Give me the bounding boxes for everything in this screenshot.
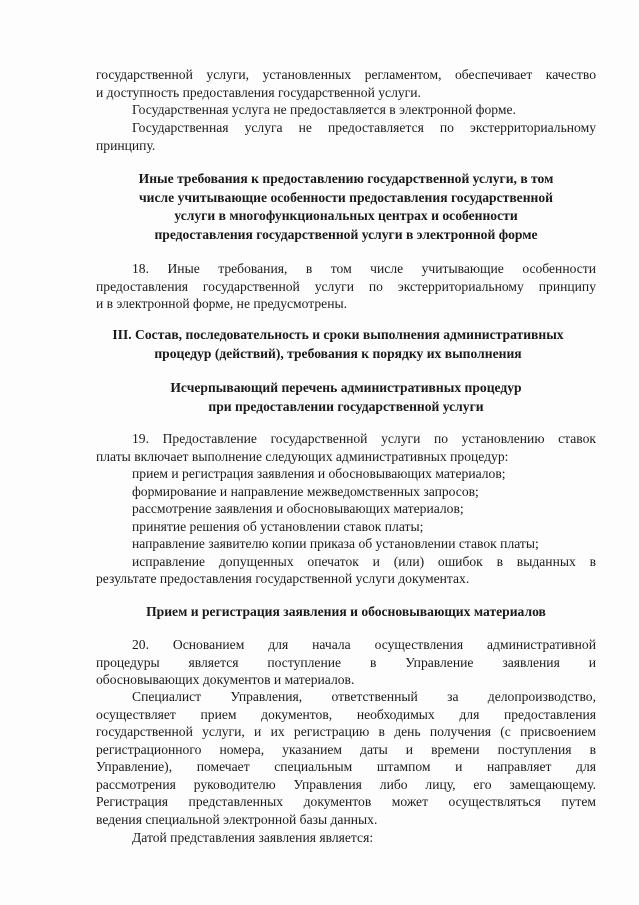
paragraph-18 xyxy=(96,260,596,313)
text-line: осуществляет прием документов, необходимых для предоставления xyxy=(96,706,596,722)
text-line: 18. Иные требования, в том числе учитывающие особенности xyxy=(132,261,596,276)
text-line: 20. Основанием для начала осуществления административной xyxy=(132,637,596,652)
list-item: принятие решения об установлении ставок платы; xyxy=(132,518,424,534)
heading-line: процедур (действий), требования к порядку их выполнения xyxy=(154,345,522,361)
text-line: государственной услуги, и их регистрацию в день получения (с присвоением xyxy=(96,724,596,739)
text-line: Регистрация представленных документов может осуществляться путем xyxy=(96,794,596,809)
heading-line: числе учитывающие особенности предоставления государственной xyxy=(139,189,553,205)
paragraph-extraterritorial xyxy=(96,119,596,154)
heading-reception xyxy=(96,603,596,622)
paragraph-19 xyxy=(96,430,596,465)
heading-line: предоставления государственной услуги в электронной форме xyxy=(154,226,538,242)
heading-other-requirements xyxy=(96,170,596,244)
text-line: процедуры является поступление в Управление заявления и xyxy=(96,654,596,670)
paragraph-20 xyxy=(96,636,596,689)
paragraph-specialist xyxy=(96,688,596,828)
text-line: принципу. xyxy=(96,137,156,153)
text-line: Государственная услуга не предоставляется в электронной форме. xyxy=(132,102,516,117)
list-item: направление заявителю копии приказа об установлении ставок платы; xyxy=(132,536,539,551)
heading-line: Прием и регистрация заявления и обосновывающих материалов xyxy=(146,604,546,619)
text-line: Государственная услуга не предоставляется по экстерриториальному xyxy=(132,120,596,135)
text-line: предоставления государственной услуги по экстерриториальному принципу xyxy=(96,278,596,294)
heading-line: услуги в многофункциональных центрах и особенности xyxy=(174,208,518,223)
heading-line: Исчерпывающий перечень административных процедур xyxy=(170,380,522,395)
heading-line: при предоставлении государственной услуги xyxy=(208,398,484,414)
text-line: 19. Предоставление государственной услуги по установлению ставок xyxy=(132,431,596,446)
text-line: исправление допущенных опечаток и (или) ошибок в выданных в xyxy=(132,553,596,569)
text-line: Управление), помечает специальным штампом и направляет для xyxy=(96,759,596,774)
heading-exhaustive-list xyxy=(96,379,596,416)
paragraph-quality xyxy=(96,66,596,101)
text-line: Датой представления заявления является: xyxy=(132,830,374,845)
text-line: платы включает выполнение следующих административных процедур: xyxy=(96,448,509,464)
heading-line: Иные требования к предоставлению государственной услуги, в том xyxy=(138,171,554,186)
text-line: ведения специальной электронной базы данных. xyxy=(96,811,378,827)
text-line: обосновывающих документов и материалов. xyxy=(96,672,355,687)
list-item: рассмотрение заявления и обосновывающих материалов; xyxy=(132,501,464,516)
section-3-heading xyxy=(80,326,596,363)
text-line: и доступность предоставления государственной услуги. xyxy=(96,84,421,100)
paragraph-no-electronic xyxy=(132,101,596,119)
text-line: Специалист Управления, ответственный за делопроизводство, xyxy=(132,689,596,704)
list-item-last xyxy=(96,553,596,588)
heading-line: III. Состав, последовательность и сроки выполнения административных xyxy=(112,327,564,342)
list-item: прием и регистрация заявления и обосновывающих материалов; xyxy=(132,466,506,481)
list-item: формирование и направление межведомственных запросов; xyxy=(132,483,479,499)
text-line: результате предоставления государственной услуги документах. xyxy=(96,571,470,586)
text-line: регистрационного номера, указанием даты и времени поступления в xyxy=(96,741,596,757)
paragraph-date xyxy=(132,829,596,847)
text-line: рассмотрения руководителю Управления либо лицу, его замещающему. xyxy=(96,776,596,792)
text-line: государственной услуги, установленных регламентом, обеспечивает качество xyxy=(96,67,596,82)
text-line: и в электронной форме, не предусмотрены. xyxy=(96,296,348,311)
